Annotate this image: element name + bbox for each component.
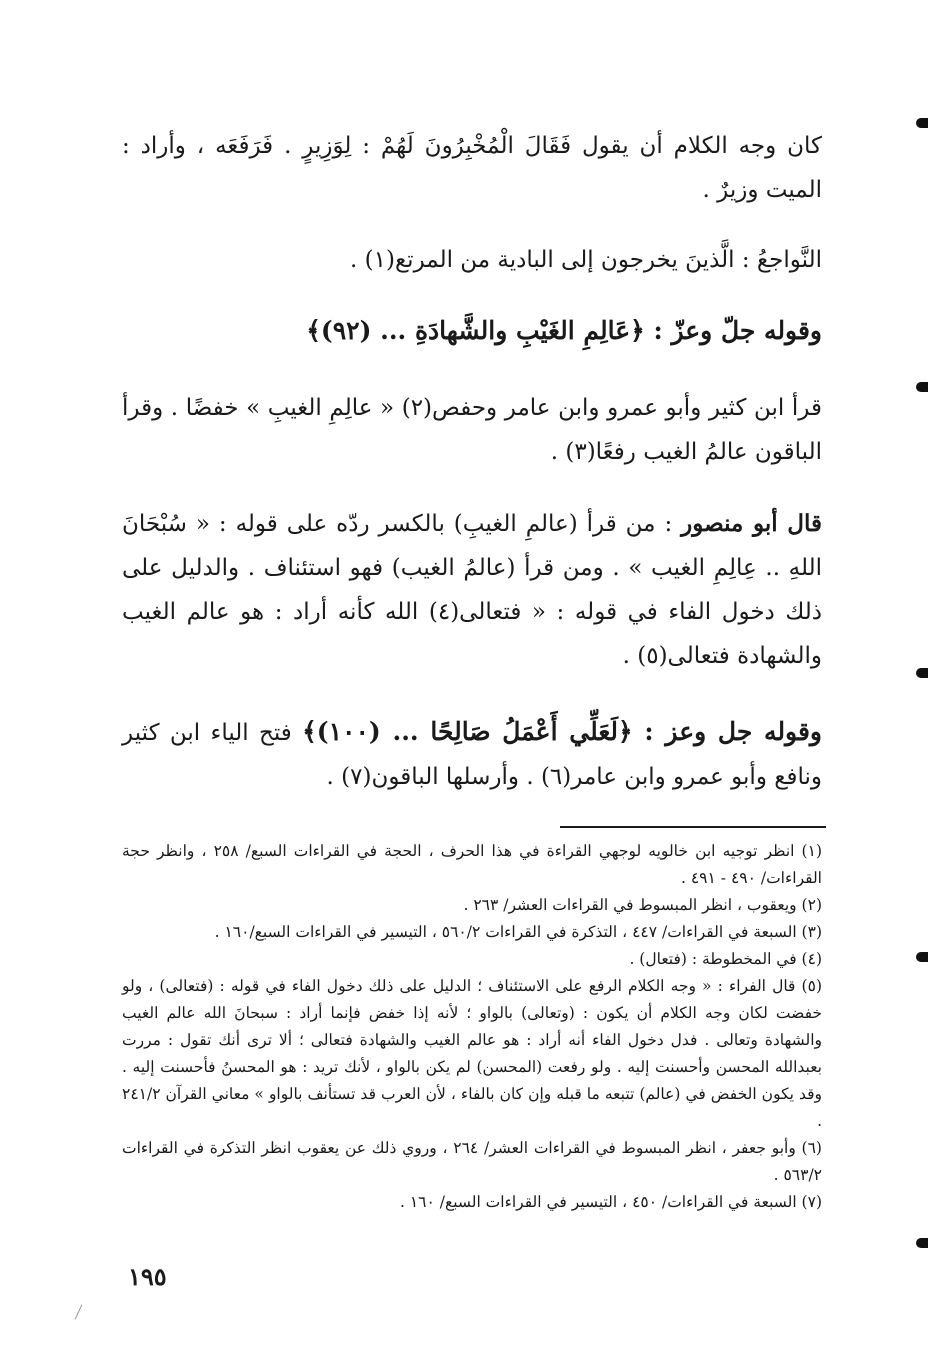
footnote-5: (٥) قال الفراء : « وجه الكلام الرفع على الاستئناف ؛ الدليل على ذلك دخول الفاء في قوله : (فتعالى) ، ولو خفضت لكان وجه الكلام أن يكون : (وتعالى) بالواو ؛ لأنه إذا خفض فإنما أراد : سبحانَ الله عالم الغيب والشهادة وتعالى . فدل دخول الفاء أنه أراد : هو عالم الغيب والشهادة فتعالى ؛ ألا ترى أنك تقول : مررت بعبدالله المحسن وأحسنت إليه . ولو رفعت (المحسن) لم يكن بالواو ، لأنك تريد : هو المحسنُ فأحسنت إليه . وقد يكون الخفض في (عالم) تتبعه ما قبله وإن كان بالفاء ، لأن العرب قد تستأنف بالواو » معاني القرآن ٢٤١/٢ . bbox=[122, 977, 822, 1130]
binding-hole-mark bbox=[916, 952, 928, 962]
footnote-4: (٤) في المخطوطة : (فتعال) . bbox=[629, 950, 822, 968]
footnote-6: (٦) وأبو جعفر ، انظر المبسوط في القراءات العشر/ ٢٦٤ ، وروي ذلك عن يعقوب انظر التذكرة في القراءات ٥٦٣/٢ . bbox=[122, 1139, 822, 1184]
abu-mansur-text: : من قرأ (عالمِ الغيبِ) بالكسر ردّه على قوله : « سُبْحَانَ اللهِ .. عِالِمِ الغيب » . ومن قرأ (عالمُ الغيب) فهو استئناف . والدليل على ذلك دخول الفاء في قوله : « فتعالى(٤) الله كأنه أراد : هو عالم الغيب والشهادة فتعالى(٥) . bbox=[122, 511, 822, 669]
paragraph-commentary: كان وجه الكلام أن يقول فَقَالَ الْمُخْبِرُونَ لَهُمْ : لِوَزِيرٍ . فَرَفَعَه ، وأراد : الميت وزيرٌ . bbox=[122, 133, 822, 203]
footnote-1: (١) انظر توجيه ابن خالويه لوجهي القراءة في هذا الحرف ، الحجة في القراءات السبع/ ٢٥٨ ، وانظر حجة القراءات/ ٤٩٠ - ٤٩١ . bbox=[122, 842, 822, 887]
paragraph-verse-100 bbox=[122, 710, 822, 799]
verse-100-readings: فتح الياء ابن كثير ونافع وأبو عمرو وابن عامر(٦) . وأرسلها الباقون(٧) . bbox=[122, 720, 822, 790]
footnotes bbox=[122, 838, 822, 1216]
binding-hole-mark bbox=[916, 668, 928, 678]
paragraph-abu-mansur bbox=[122, 502, 822, 678]
abu-mansur-lead: قال أبو منصور bbox=[681, 510, 822, 537]
scan-scratch bbox=[75, 1305, 83, 1320]
paragraph-definition: النَّواجعُ : الَّذينَ يخرجون إلى البادية من المرتع(١) . bbox=[350, 247, 822, 273]
footnote-7: (٧) السبعة في القراءات/ ٤٥٠ ، التيسير في القراءات السبع/ ١٦٠ . bbox=[399, 1193, 822, 1211]
verse-heading-92: وقوله جلّ وعزّ : ﴿عَالِمِ الغَيْبِ والشَّهادَةِ ... (٩٢)﴾ bbox=[306, 316, 822, 345]
paragraph-readings: قرأ ابن كثير وأبو عمرو وابن عامر وحفص(٢) « عالِمِ الغيبِ » خفضًا . وقرأ الباقون عالمُ الغيب رفعًا(٣) . bbox=[122, 395, 822, 465]
footnote-3: (٣) السبعة في القراءات/ ٤٤٧ ، التذكرة في القراءات ٥٦٠/٢ ، التيسير في القراءات السبع/١٦٠ . bbox=[214, 923, 822, 941]
footnote-separator bbox=[560, 826, 826, 828]
binding-hole-mark bbox=[916, 118, 928, 128]
verse-heading-100: وقوله جل وعز : ﴿لَعَلِّي أَعْمَلُ صَالِحًا ... (١٠٠)﴾ bbox=[302, 717, 822, 746]
binding-hole-mark bbox=[916, 382, 928, 392]
binding-hole-mark bbox=[916, 1238, 928, 1248]
footnote-2: (٢) ويعقوب ، انظر المبسوط في القراءات العشر/ ٢٦٣ . bbox=[463, 896, 822, 914]
page-number: ١٩٥ bbox=[128, 1262, 167, 1291]
